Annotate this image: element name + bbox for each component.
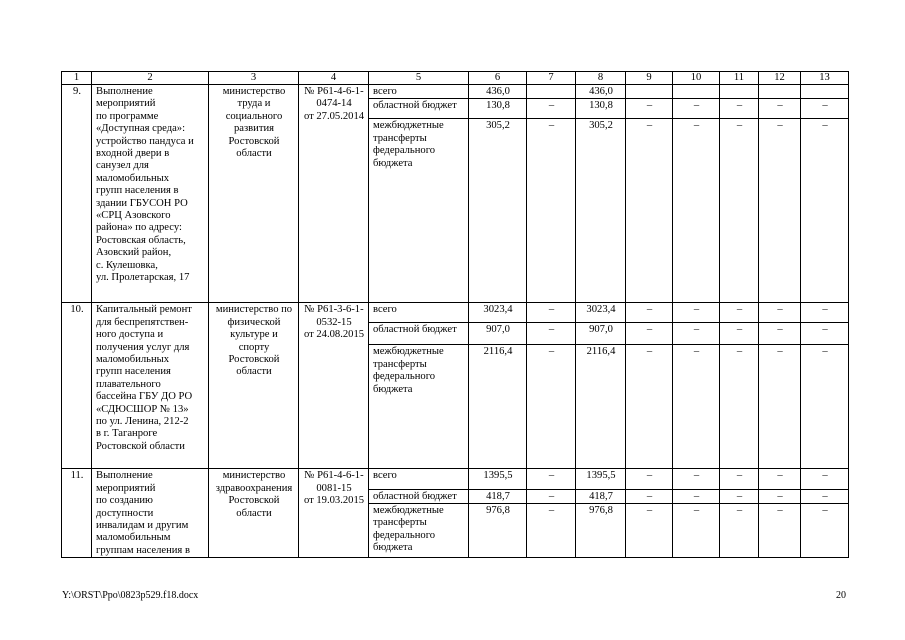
column-number: 1 bbox=[62, 72, 92, 85]
funding-source-label: областной бюджет bbox=[369, 99, 469, 119]
cell-col8: 907,0 bbox=[576, 323, 626, 345]
cell-col8: 1395,5 bbox=[576, 469, 626, 489]
cell-col12: – bbox=[759, 469, 801, 489]
row-number: 9. bbox=[62, 85, 92, 303]
cell-col11 bbox=[720, 85, 759, 99]
cell-col9: – bbox=[626, 345, 673, 469]
cell-col13: – bbox=[801, 303, 849, 323]
funding-source-label: областной бюджет bbox=[369, 489, 469, 503]
cell-col10: – bbox=[673, 489, 720, 503]
cell-col12: – bbox=[759, 323, 801, 345]
cell-col11: – bbox=[720, 345, 759, 469]
table-row bbox=[62, 85, 849, 99]
cell-col8: 305,2 bbox=[576, 119, 626, 303]
document-ref: № Р61-3-6-1- 0532-15 от 24.08.2015 bbox=[299, 303, 369, 469]
cell-col9: – bbox=[626, 469, 673, 489]
column-number: 6 bbox=[469, 72, 527, 85]
funding-source-label: межбюджетные трансферты федерального бюджета bbox=[369, 119, 469, 303]
measure-name: Выполнение мероприятий по созданию доступности инвалидам и другим маломобильным группам населения в bbox=[92, 469, 209, 558]
cell-col13: – bbox=[801, 323, 849, 345]
cell-col7 bbox=[527, 85, 576, 99]
cell-col13: – bbox=[801, 469, 849, 489]
cell-col6: 907,0 bbox=[469, 323, 527, 345]
cell-col7: – bbox=[527, 99, 576, 119]
cell-col8: 418,7 bbox=[576, 489, 626, 503]
column-number: 12 bbox=[759, 72, 801, 85]
cell-col6: 2116,4 bbox=[469, 345, 527, 469]
cell-col8: 3023,4 bbox=[576, 303, 626, 323]
cell-col10: – bbox=[673, 119, 720, 303]
cell-col12: – bbox=[759, 303, 801, 323]
cell-col12 bbox=[759, 85, 801, 99]
measure-name: Выполнение мероприятий по программе «Доступная среда»: устройство пандуса и входной двери в санузел для маломобильных групп населения в здании ГБУСОН РО «СРЦ Азовского района» по адресу: Ростовская область, Азовский район, с. Кулешовка, ул. Пролетарская, 17 bbox=[92, 85, 209, 303]
responsible-org: министерство по физической культуре и спорту Ростовской области bbox=[209, 303, 299, 469]
column-number: 5 bbox=[369, 72, 469, 85]
cell-col6: 305,2 bbox=[469, 119, 527, 303]
cell-col12: – bbox=[759, 489, 801, 503]
cell-col13: – bbox=[801, 503, 849, 557]
cell-col9: – bbox=[626, 489, 673, 503]
table-row bbox=[62, 303, 849, 323]
cell-col13 bbox=[801, 85, 849, 99]
table-row bbox=[62, 469, 849, 489]
cell-col6: 130,8 bbox=[469, 99, 527, 119]
funding-source-label: всего bbox=[369, 469, 469, 489]
cell-col13: – bbox=[801, 119, 849, 303]
cell-col9: – bbox=[626, 119, 673, 303]
cell-col11: – bbox=[720, 119, 759, 303]
funding-source-label: межбюджетные трансферты федерального бюджета bbox=[369, 345, 469, 469]
cell-col11: – bbox=[720, 323, 759, 345]
column-number: 8 bbox=[576, 72, 626, 85]
cell-col10: – bbox=[673, 303, 720, 323]
cell-col10: – bbox=[673, 503, 720, 557]
cell-col6: 418,7 bbox=[469, 489, 527, 503]
measure-name: Капитальный ремонт для беспрепятствен- ного доступа и получения услуг для маломобильных групп населения плавательного бассейна ГБУ ДО РО «СДЮСШОР № 13» по ул. Ленина, 212-2 в г. Таганроге Ростовской области bbox=[92, 303, 209, 469]
cell-col6: 436,0 bbox=[469, 85, 527, 99]
page-number: 20 bbox=[836, 590, 846, 601]
cell-col8: 2116,4 bbox=[576, 345, 626, 469]
column-number: 3 bbox=[209, 72, 299, 85]
document-ref: № Р61-4-6-1- 0474-14 от 27.05.2014 bbox=[299, 85, 369, 303]
cell-col9: – bbox=[626, 503, 673, 557]
cell-col12: – bbox=[759, 99, 801, 119]
budget-table bbox=[61, 71, 849, 558]
cell-col8: 976,8 bbox=[576, 503, 626, 557]
funding-source-label: всего bbox=[369, 303, 469, 323]
cell-col12: – bbox=[759, 345, 801, 469]
column-number: 9 bbox=[626, 72, 673, 85]
cell-col9: – bbox=[626, 303, 673, 323]
cell-col11: – bbox=[720, 469, 759, 489]
cell-col9 bbox=[626, 85, 673, 99]
cell-col10 bbox=[673, 85, 720, 99]
cell-col7: – bbox=[527, 345, 576, 469]
cell-col7: – bbox=[527, 303, 576, 323]
column-number: 7 bbox=[527, 72, 576, 85]
cell-col9: – bbox=[626, 323, 673, 345]
cell-col12: – bbox=[759, 503, 801, 557]
cell-col7: – bbox=[527, 119, 576, 303]
cell-col11: – bbox=[720, 99, 759, 119]
cell-col7: – bbox=[527, 489, 576, 503]
row-number: 11. bbox=[62, 469, 92, 558]
column-number: 11 bbox=[720, 72, 759, 85]
cell-col13: – bbox=[801, 345, 849, 469]
cell-col10: – bbox=[673, 345, 720, 469]
funding-source-label: областной бюджет bbox=[369, 323, 469, 345]
cell-col7: – bbox=[527, 323, 576, 345]
column-number: 13 bbox=[801, 72, 849, 85]
cell-col10: – bbox=[673, 323, 720, 345]
cell-col8: 130,8 bbox=[576, 99, 626, 119]
document-ref: № Р61-4-6-1- 0081-15 от 19.03.2015 bbox=[299, 469, 369, 558]
cell-col13: – bbox=[801, 489, 849, 503]
cell-col9: – bbox=[626, 99, 673, 119]
cell-col6: 1395,5 bbox=[469, 469, 527, 489]
funding-source-label: всего bbox=[369, 85, 469, 99]
file-path-footer: Y:\ORST\Ppo\0823p529.f18.docx bbox=[62, 590, 199, 601]
column-number: 10 bbox=[673, 72, 720, 85]
column-number-row bbox=[62, 72, 849, 85]
cell-col13: – bbox=[801, 99, 849, 119]
column-number: 4 bbox=[299, 72, 369, 85]
cell-col10: – bbox=[673, 469, 720, 489]
responsible-org: министерство здравоохранения Ростовской области bbox=[209, 469, 299, 558]
row-number: 10. bbox=[62, 303, 92, 469]
cell-col8: 436,0 bbox=[576, 85, 626, 99]
cell-col7: – bbox=[527, 503, 576, 557]
cell-col6: 3023,4 bbox=[469, 303, 527, 323]
cell-col6: 976,8 bbox=[469, 503, 527, 557]
column-number: 2 bbox=[92, 72, 209, 85]
cell-col10: – bbox=[673, 99, 720, 119]
responsible-org: министерство труда и социального развития Ростовской области bbox=[209, 85, 299, 303]
cell-col11: – bbox=[720, 303, 759, 323]
cell-col12: – bbox=[759, 119, 801, 303]
funding-source-label: межбюджетные трансферты федерального бюджета bbox=[369, 503, 469, 557]
cell-col11: – bbox=[720, 489, 759, 503]
cell-col7: – bbox=[527, 469, 576, 489]
cell-col11: – bbox=[720, 503, 759, 557]
